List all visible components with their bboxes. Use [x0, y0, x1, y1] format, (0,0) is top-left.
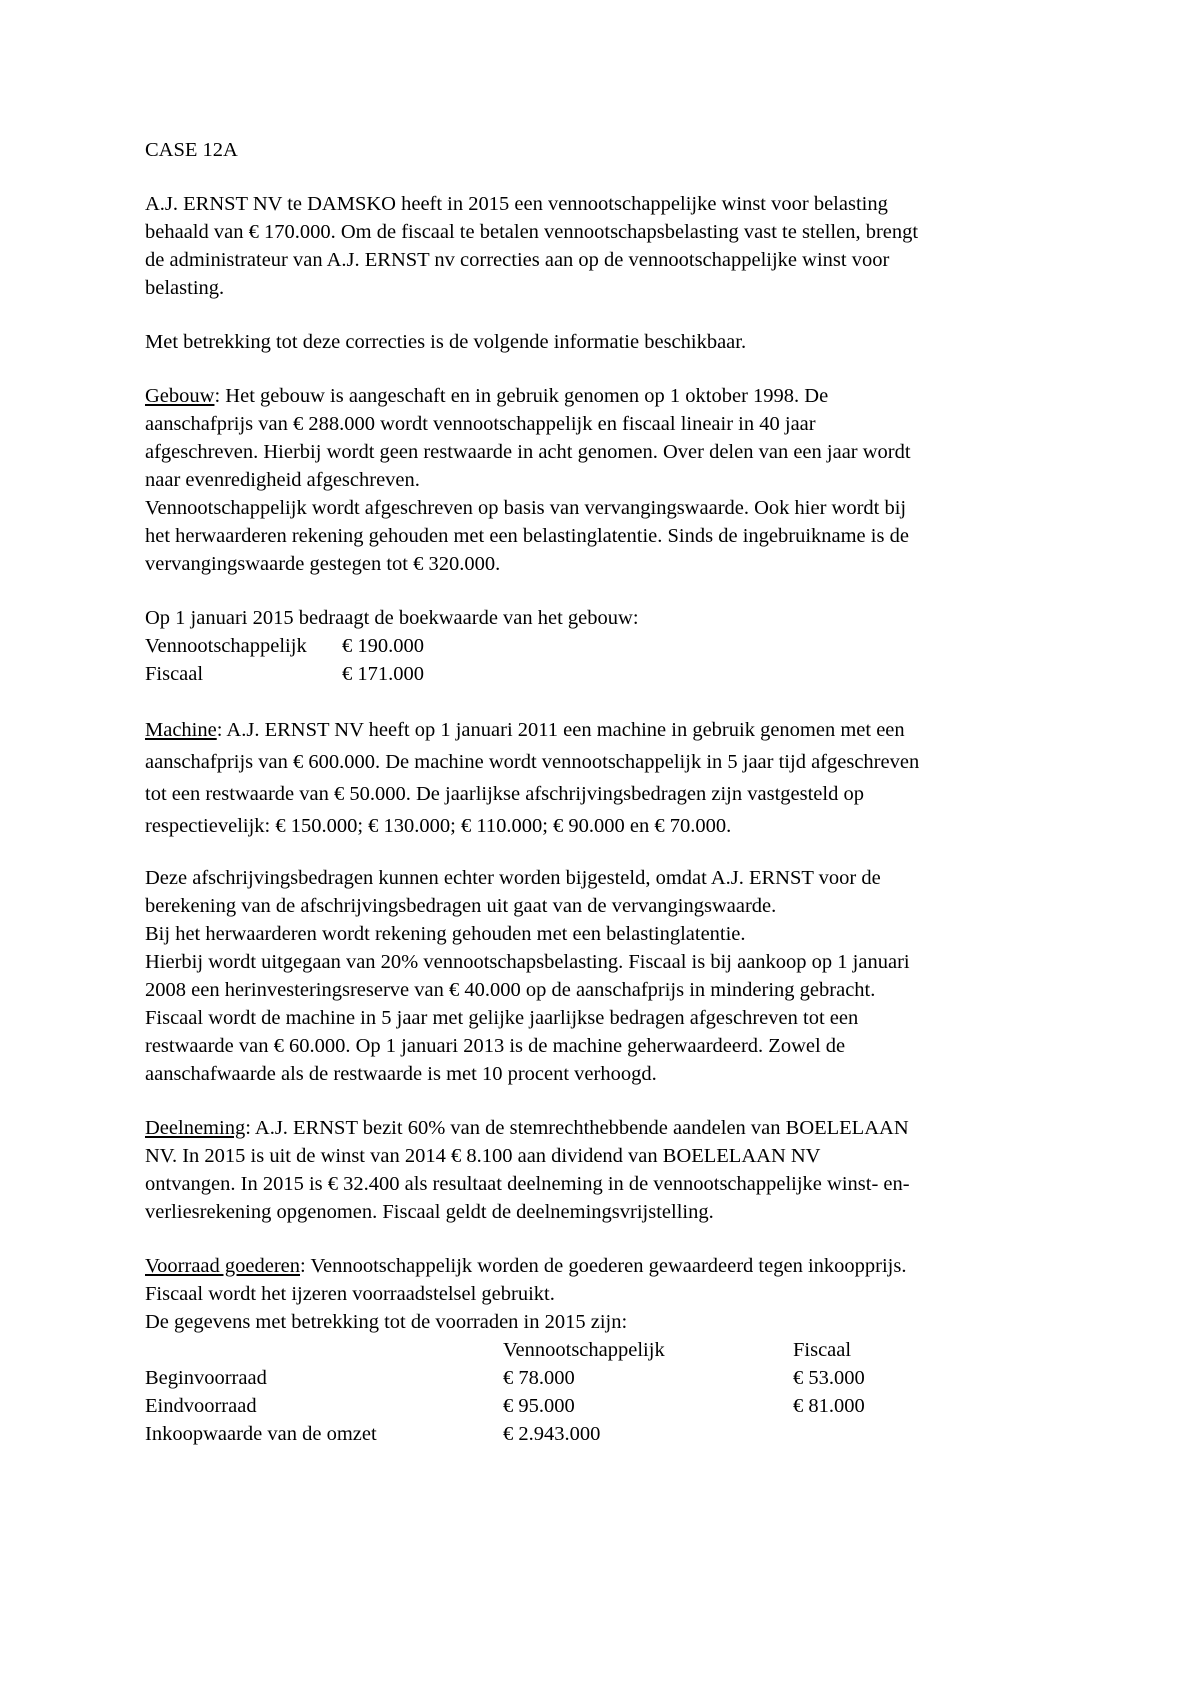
table-header — [145, 1336, 503, 1364]
section-heading: Voorraad goederen — [145, 1255, 301, 1277]
text-line: Op 1 januari 2015 bedraagt de boekwaarde van het gebouw: — [145, 607, 639, 629]
deelneming-paragraph — [145, 1114, 1085, 1226]
info-paragraph: Met betrekking tot deze correcties is de volgende informatie beschikbaar. — [145, 331, 747, 353]
table-cell: Inkoopwaarde van de omzet — [145, 1423, 377, 1445]
text-line: respectievelijk: € 150.000; € 130.000; € 110.000; € 90.000 en € 70.000. — [145, 815, 732, 837]
text-line: 2008 een herinvesteringsreserve van € 40.000 op de aanschafprijs in mindering gebracht. — [145, 979, 876, 1001]
text-line: Gebouw: Het gebouw is aangeschaft en in gebruik genomen op 1 oktober 1998. De — [145, 385, 829, 407]
text-line: NV. In 2015 is uit de winst van 2014 € 8.100 aan dividend van BOELELAAN NV — [145, 1145, 821, 1167]
table-cell: € 81.000 — [793, 1395, 865, 1417]
table-cell: € 2.943.000 — [503, 1423, 601, 1445]
table-cell: € 190.000 — [342, 635, 424, 657]
section-heading: Machine — [145, 719, 217, 741]
text-line: Vennootschappelijk wordt afgeschreven op basis van vervangingswaarde. Ook hier wordt bij — [145, 497, 907, 519]
table-cell: Fiscaal — [145, 663, 204, 685]
document-page — [145, 136, 1085, 1474]
text-line: belasting. — [145, 277, 225, 299]
text-line: verliesrekening opgenomen. Fiscaal geldt de deelnemingsvrijstelling. — [145, 1201, 714, 1223]
table-cell — [793, 1420, 865, 1448]
intro-paragraph — [145, 190, 1085, 302]
text-line: aanschafwaarde als de restwaarde is met 10 procent verhoogd. — [145, 1063, 657, 1085]
table-row — [145, 660, 424, 688]
text-line: het herwaarderen rekening gehouden met een belastinglatentie. Sinds de ingebruikname is de — [145, 525, 909, 547]
text-line: restwaarde van € 60.000. Op 1 januari 2013 is de machine geherwaardeerd. Zowel de — [145, 1035, 846, 1057]
table-cell: € 171.000 — [342, 663, 424, 685]
table-cell: Beginvoorraad — [145, 1367, 267, 1389]
text-line: aanschafprijs van € 288.000 wordt vennootschappelijk en fiscaal lineair in 40 jaar — [145, 413, 816, 435]
table-row — [145, 632, 424, 660]
table-header-row — [145, 1336, 865, 1364]
text-line: Deze afschrijvingsbedragen kunnen echter worden bijgesteld, omdat A.J. ERNST voor de — [145, 867, 881, 889]
table-cell: € 95.000 — [503, 1395, 575, 1417]
text-line: Bij het herwaarderen wordt rekening gehouden met een belastinglatentie. — [145, 923, 746, 945]
text-line: ontvangen. In 2015 is € 32.400 als resultaat deelneming in de vennootschappelijke winst- en- — [145, 1173, 910, 1195]
text-line: Voorraad goederen: Vennootschappelijk worden de goederen gewaardeerd tegen inkoopprijs. — [145, 1255, 907, 1277]
afschrijving-paragraph — [145, 864, 1085, 1088]
table-cell: € 78.000 — [503, 1367, 575, 1389]
text-line: Hierbij wordt uitgegaan van 20% vennootschapsbelasting. Fiscaal is bij aankoop op 1 januari — [145, 951, 910, 973]
text-line: vervangingswaarde gestegen tot € 320.000. — [145, 553, 501, 575]
text-line: behaald van € 170.000. Om de fiscaal te betalen vennootschapsbelasting vast te stellen, brengt — [145, 221, 919, 243]
table-cell: Eindvoorraad — [145, 1395, 257, 1417]
text-line: de administrateur van A.J. ERNST nv correcties aan op de vennootschappelijke winst voor — [145, 249, 890, 271]
machine-paragraph — [145, 714, 1085, 842]
table-cell: Vennootschappelijk — [145, 635, 307, 657]
table-row — [145, 1364, 865, 1392]
boekwaarde-block — [145, 604, 1085, 688]
text-line: A.J. ERNST NV te DAMSKO heeft in 2015 een vennootschappelijke winst voor belasting — [145, 193, 888, 215]
gebouw-paragraph — [145, 382, 1085, 578]
text-line: berekening van de afschrijvingsbedragen uit gaat van de vervangingswaarde. — [145, 895, 777, 917]
voorraad-table — [145, 1336, 865, 1448]
boekwaarde-table — [145, 632, 424, 688]
table-row — [145, 1392, 865, 1420]
text-line: Deelneming: A.J. ERNST bezit 60% van de stemrechthebbende aandelen van BOELELAAN — [145, 1117, 909, 1139]
text-line: aanschafprijs van € 600.000. De machine wordt vennootschappelijk in 5 jaar tijd afgeschreven — [145, 751, 920, 773]
voorraad-block — [145, 1252, 1085, 1448]
table-header: Fiscaal — [793, 1339, 852, 1361]
text-line: De gegevens met betrekking tot de voorraden in 2015 zijn: — [145, 1311, 628, 1333]
table-header: Vennootschappelijk — [503, 1339, 665, 1361]
section-heading: Deelneming — [145, 1117, 246, 1139]
text-line: Fiscaal wordt het ijzeren voorraadstelsel gebruikt. — [145, 1283, 555, 1305]
text-line: afgeschreven. Hierbij wordt geen restwaarde in acht genomen. Over delen van een jaar wordt — [145, 441, 911, 463]
case-title: CASE 12A — [145, 139, 238, 161]
text-line: naar evenredigheid afgeschreven. — [145, 469, 420, 491]
table-row — [145, 1420, 865, 1448]
text-line: tot een restwaarde van € 50.000. De jaarlijkse afschrijvingsbedragen zijn vastgesteld op — [145, 783, 864, 805]
table-cell: € 53.000 — [793, 1367, 865, 1389]
section-heading: Gebouw — [145, 385, 215, 407]
text-line: Fiscaal wordt de machine in 5 jaar met gelijke jaarlijkse bedragen afgeschreven tot een — [145, 1007, 859, 1029]
text-line: Machine: A.J. ERNST NV heeft op 1 januari 2011 een machine in gebruik genomen met een — [145, 719, 905, 741]
